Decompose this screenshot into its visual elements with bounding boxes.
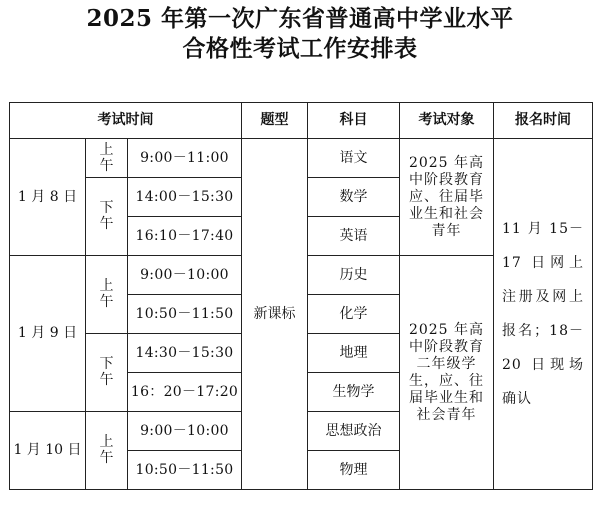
time-slot: 9:00－10:00 [128, 412, 242, 451]
subject-cell: 英语 [308, 217, 400, 256]
table-row [10, 139, 593, 178]
period-label: 下午 [99, 356, 114, 388]
header-row [10, 103, 593, 139]
subject-cell: 化学 [308, 295, 400, 334]
time-slot: 9:00－11:00 [128, 139, 242, 178]
period-cell [86, 334, 128, 412]
subject-cell: 物理 [308, 451, 400, 490]
subject-cell: 思想政治 [308, 412, 400, 451]
header-target: 考试对象 [400, 103, 494, 139]
time-slot: 9:00－10:00 [128, 256, 242, 295]
period-label: 上午 [99, 434, 114, 466]
header-question-type: 题型 [242, 103, 308, 139]
header-registration: 报名时间 [494, 103, 593, 139]
subject-cell: 生物学 [308, 373, 400, 412]
page-title-line-2: 合格性考试工作安排表 [182, 35, 418, 62]
period-cell [86, 256, 128, 334]
day-cell: 1 月 10 日 [10, 412, 86, 490]
target-cell: 2025 年高中阶段教育应、往届毕业生和社会青年 [400, 139, 494, 256]
time-slot: 16:10－17:40 [128, 217, 242, 256]
time-slot: 16：20－17:20 [128, 373, 242, 412]
period-cell [86, 139, 128, 178]
day-cell: 1 月 9 日 [10, 256, 86, 412]
period-label: 上午 [99, 141, 114, 174]
subject-cell: 语文 [308, 139, 400, 178]
time-slot: 10:50－11:50 [128, 451, 242, 490]
target-cell: 2025 年高中阶段教育二年级学生，应、往届毕业生和社会青年 [400, 256, 494, 490]
page-title-line-1: 2025 年第一次广东省普通高中学业水平 [86, 5, 514, 32]
time-slot: 14:30－15:30 [128, 334, 242, 373]
period-label: 上午 [99, 278, 114, 310]
period-label: 下午 [99, 200, 114, 232]
subject-cell: 数学 [308, 178, 400, 217]
time-slot: 10:50－11:50 [128, 295, 242, 334]
question-type-cell: 新课标 [242, 139, 308, 490]
registration-cell: 11 月 15－17 日网上注册及网上报名；18－20 日现场确认 [494, 139, 593, 490]
period-cell [86, 178, 128, 256]
exam-schedule-table [9, 102, 593, 490]
header-subject: 科目 [308, 103, 400, 139]
time-slot: 14:00－15:30 [128, 178, 242, 217]
subject-cell: 地理 [308, 334, 400, 373]
subject-cell: 历史 [308, 256, 400, 295]
day-cell: 1 月 8 日 [10, 139, 86, 256]
period-cell [86, 412, 128, 490]
header-exam-time: 考试时间 [10, 103, 242, 139]
